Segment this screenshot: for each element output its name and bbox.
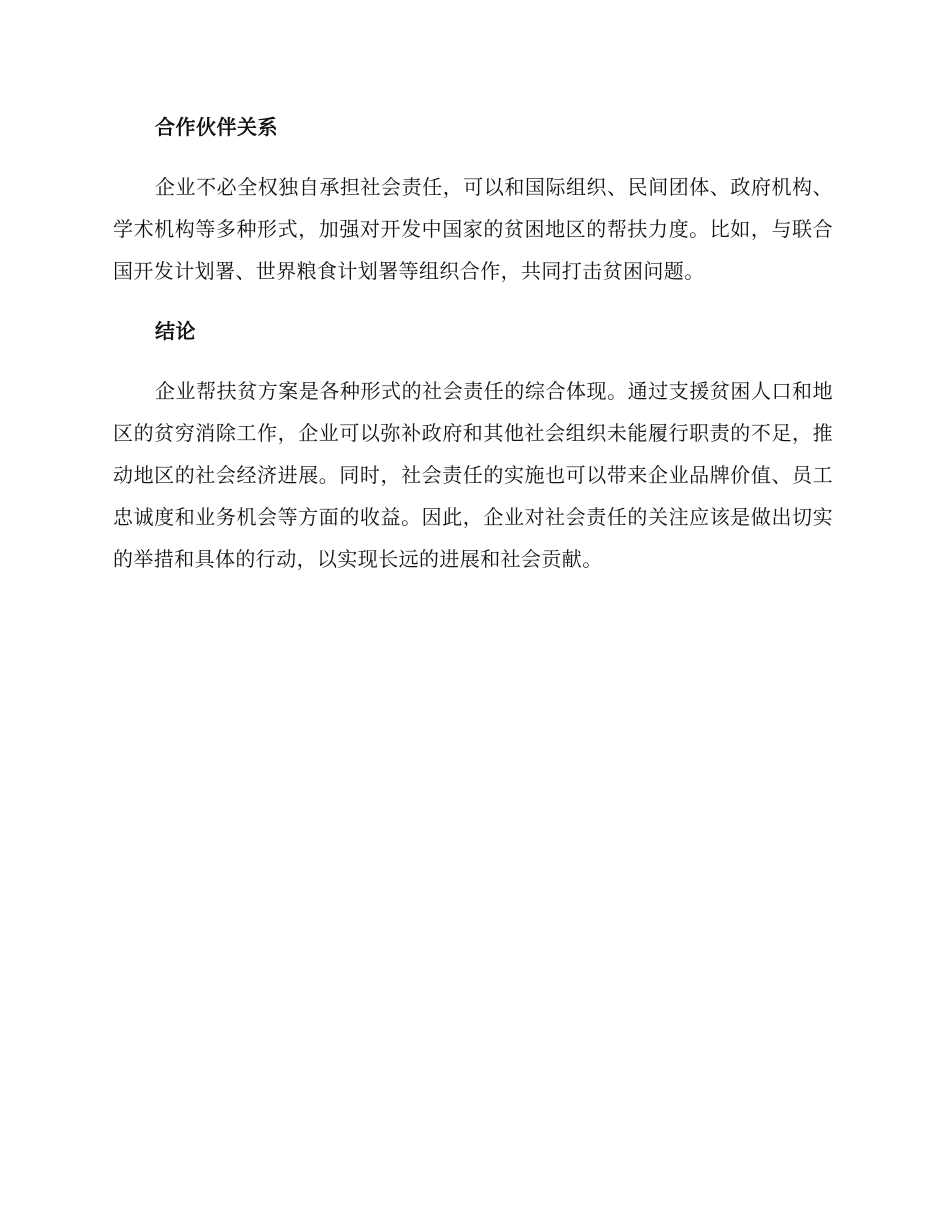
spacer — [113, 144, 833, 166]
paragraph-partnership: 企业不必全权独自承担社会责任，可以和国际组织、民间团体、政府机构、学术机构等多种形式，加强对开发中国家的贫困地区的帮扶力度。比如，与联合国开发计划署、世界粮食计划署等组织合作，共同打击贫困问题。 — [113, 175, 833, 283]
section-heading-partnership: 合作伙伴关系 — [155, 115, 278, 139]
section-heading-conclusion: 结论 — [155, 319, 196, 343]
paragraph-conclusion: 企业帮扶贫方案是各种形式的社会责任的综合体现。通过支援贫困人口和地区的贫穷消除工作，企业可以弥补政府和其他社会组织未能履行职责的不足，推动地区的社会经济进展。同时，社会责任的实施也可以带来企业品牌价值、员工忠诚度和业务机会等方面的收益。因此，企业对社会责任的关注应该是做出切实的举措和具体的行动，以实现长远的进展和社会贡献。 — [113, 379, 833, 571]
spacer — [113, 348, 833, 370]
document-body — [113, 110, 833, 580]
spacer — [113, 292, 833, 314]
